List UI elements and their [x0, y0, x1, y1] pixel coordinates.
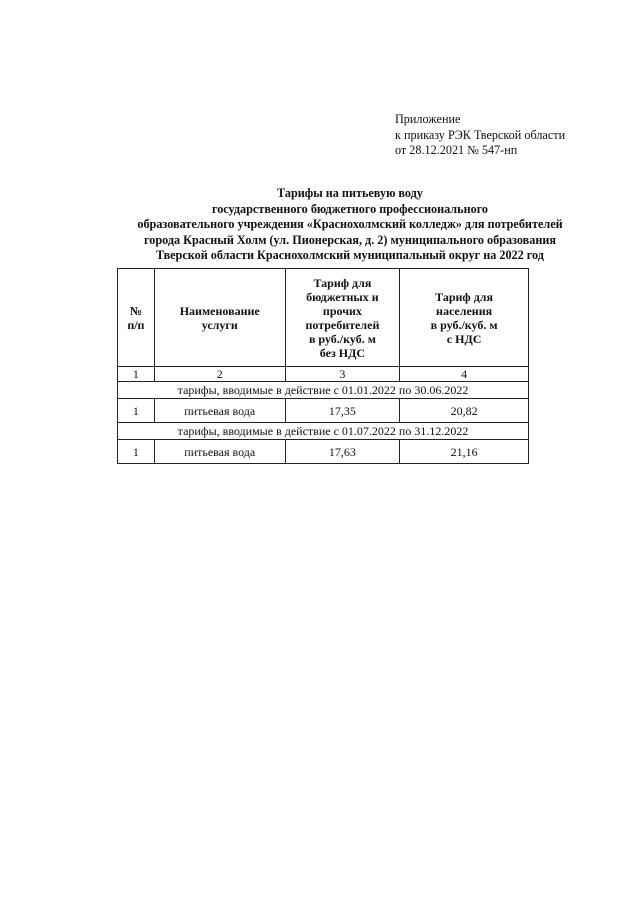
- period-row: [118, 382, 529, 399]
- document-title: [100, 186, 600, 264]
- row-service: питьевая вода: [154, 440, 285, 464]
- appendix-order-reference: к приказу РЭК Тверской области: [395, 127, 566, 142]
- title-line: города Красный Холм (ул. Пионерская, д. 2) муниципального образования: [144, 232, 556, 247]
- header-population-tariff: Тариф для населения в руб./куб. м с НДС: [400, 269, 529, 367]
- column-index-cell: 1: [118, 367, 155, 382]
- appendix-block: [395, 112, 565, 159]
- row-num: 1: [118, 399, 155, 423]
- tariff-table: [117, 268, 529, 464]
- table-row: [118, 399, 529, 423]
- column-index-cell: 4: [400, 367, 529, 382]
- appendix-order-date: от 28.12.2021 № 547-нп: [395, 143, 518, 157]
- period-label: тарифы, вводимые в действие с 01.07.2022 по 31.12.2022: [118, 423, 529, 440]
- row-budget-tariff: 17,63: [285, 440, 400, 464]
- header-num: № п/п: [118, 269, 155, 367]
- table-row: [118, 440, 529, 464]
- row-num: 1: [118, 440, 155, 464]
- row-service: питьевая вода: [154, 399, 285, 423]
- column-index-cell: 2: [154, 367, 285, 382]
- title-line: государственного бюджетного профессионального: [211, 201, 489, 216]
- title-line: Тарифы на питьевую воду: [277, 186, 423, 200]
- column-index-row: [118, 367, 529, 382]
- appendix-label: Приложение: [395, 112, 461, 126]
- row-population-tariff: 21,16: [400, 440, 529, 464]
- period-label: тарифы, вводимые в действие с 01.01.2022 по 30.06.2022: [118, 382, 529, 399]
- title-line: образовательного учреждения «Краснохолмский колледж» для потребителей: [137, 217, 563, 231]
- table-header-row: [118, 269, 529, 367]
- period-row: [118, 423, 529, 440]
- header-budget-tariff: Тариф для бюджетных и прочих потребителей в руб./куб. м без НДС: [285, 269, 400, 367]
- row-population-tariff: 20,82: [400, 399, 529, 423]
- header-service-name: Наименование услуги: [154, 269, 285, 367]
- row-budget-tariff: 17,35: [285, 399, 400, 423]
- title-line: Тверской области Краснохолмский муниципальный округ на 2022 год: [156, 248, 544, 262]
- column-index-cell: 3: [285, 367, 400, 382]
